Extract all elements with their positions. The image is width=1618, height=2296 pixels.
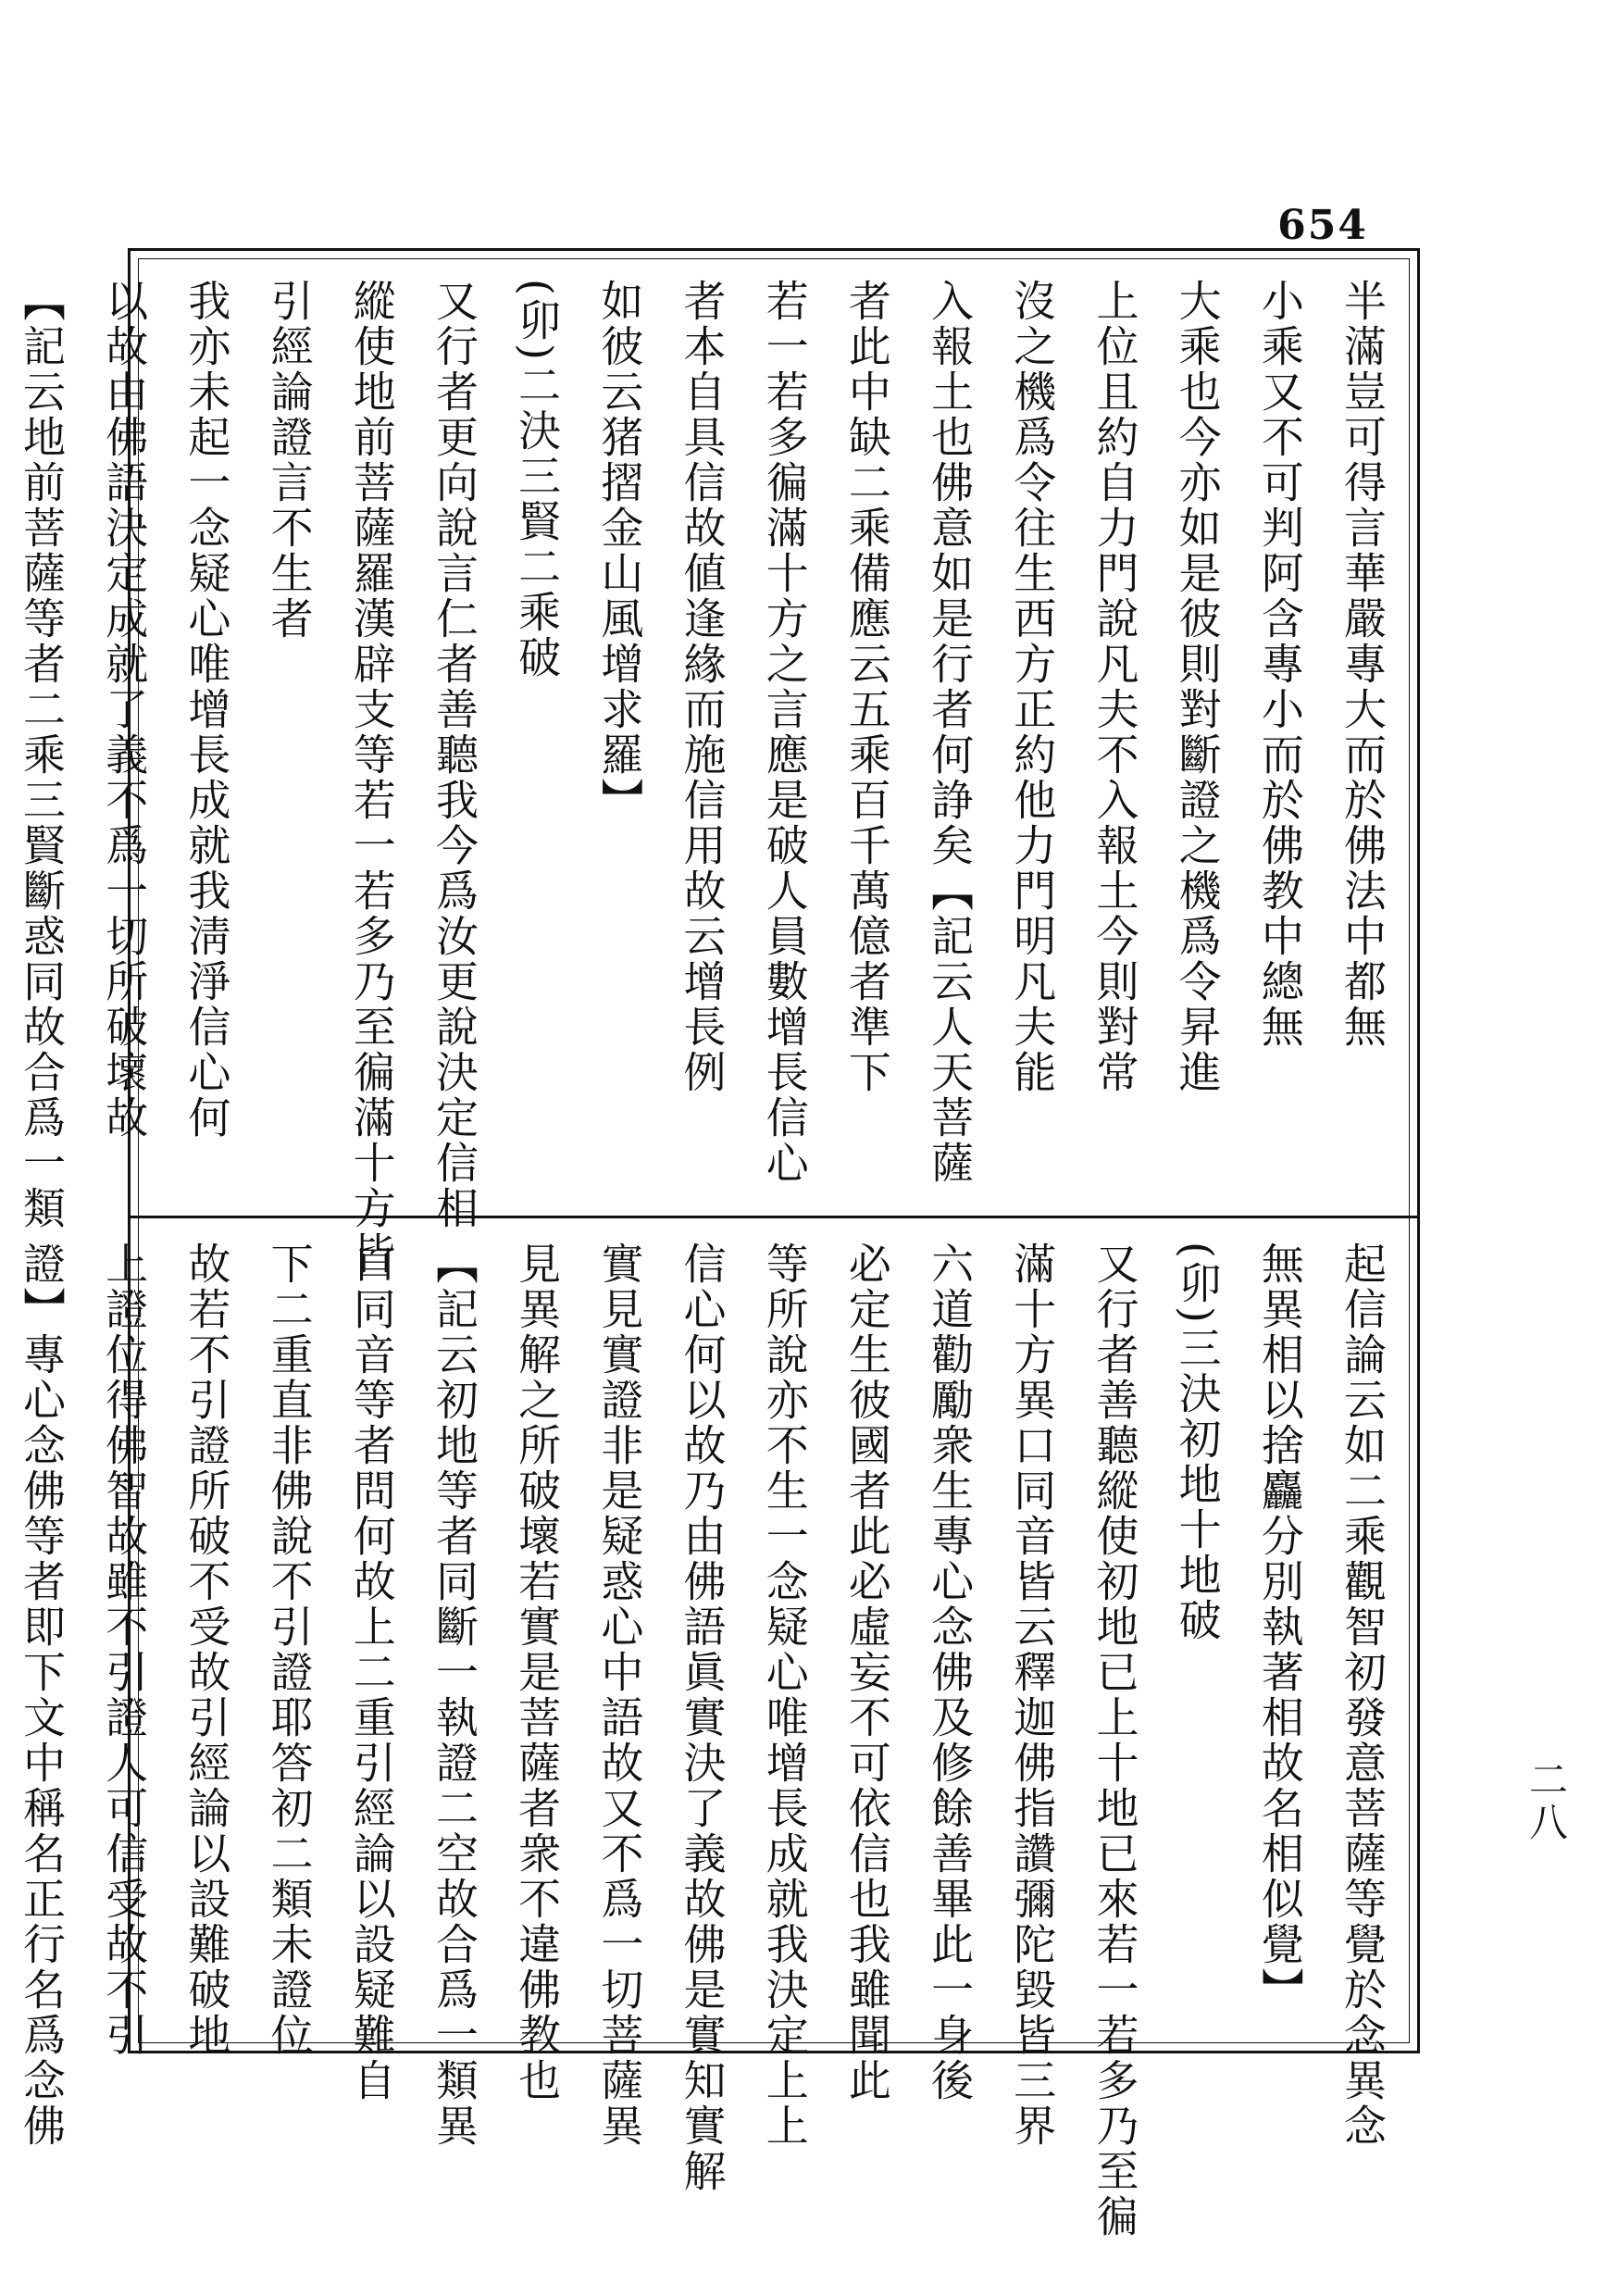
text-column: 半滿豈可得言華嚴專大而於佛法中都無 — [1338, 279, 1388, 1050]
text-column: 大乘也今亦如是彼則對斷證之機爲令昇進 — [1172, 279, 1223, 1095]
text-column: 口同音等者問何故上二重引經論以設疑難自 — [346, 1242, 397, 2103]
text-column: 小乘又不可判阿含專小而於佛教中總無 — [1254, 279, 1305, 1050]
text-column: 上位且約自力門說凡夫不入報土今則對常 — [1089, 279, 1140, 1095]
text-column: 【記云初地等者同斷一執證二空故合爲一類異 — [429, 1242, 479, 2149]
text-column: 又行者更向說言仁者善聽我今爲汝更說決定信相 — [429, 279, 479, 1231]
page-number: 654 — [1277, 202, 1368, 249]
upper-text-block — [17, 262, 1406, 1277]
text-column: 無異相以捨麤分別執著相故名相似覺】 — [1254, 1242, 1305, 2013]
text-column: 證】專心念佛等者即下文中稱名正行名爲念佛 — [17, 1242, 67, 2149]
text-column: 故若不引證所破不受故引經論以設難破地 — [181, 1242, 232, 2058]
text-column: 引經論證言不生者 — [264, 279, 315, 642]
text-column: 上證位得佛智故雖不引證人可信受故不引 — [99, 1242, 150, 2058]
text-column: 起信論云如二乘觀智初發意菩薩等覺於念異念 — [1338, 1242, 1388, 2149]
lower-text-block — [17, 1225, 1406, 2240]
text-column: 又行者善聽縱使初地已上十地已來若一若多乃至徧 — [1089, 1242, 1140, 2240]
section-heading: (卯)二決三賢二乘破 — [512, 279, 563, 680]
text-column: 滿十方異口同音皆云釋迦佛指讚彌陀毀皆三界 — [1007, 1242, 1058, 2149]
text-column: 入報土也佛意如是行者何諍矣【記云人天菩薩 — [925, 279, 976, 1186]
text-column: 必定生彼國者此必虛妄不可依信也我雖聞此 — [841, 1242, 892, 2103]
side-page-number: 二八 — [1524, 1759, 1569, 1844]
text-column: 下二重直非佛說不引證耶答初二類未證位 — [264, 1242, 315, 2058]
text-column: 實見實證非是疑惑心中語故又不爲一切菩薩異 — [594, 1242, 645, 2149]
text-column: 者此中缺二乘備應云五乘百千萬億者準下 — [841, 279, 892, 1095]
text-column: 六道勸勵衆生專心念佛及修餘善畢此一身後 — [925, 1242, 976, 2103]
text-column: 沒之機爲令往生西方正約他力門明凡夫能 — [1007, 279, 1058, 1095]
text-column: 者本自具信故値逢緣而施信用故云增長例 — [677, 279, 728, 1095]
horizontal-divider — [131, 1216, 1417, 1218]
section-heading: (卯)三決初地十地破 — [1172, 1242, 1223, 1643]
text-column: 【記云地前菩薩等者二乘三賢斷惑同故合爲一類 — [17, 279, 67, 1231]
text-column: 信心何以故乃由佛語眞實決了義故佛是實知實解 — [677, 1242, 728, 2194]
text-column: 如彼云猪摺金山風增求羅】 — [594, 279, 645, 823]
text-column: 以故由佛語決定成就了義不爲一切所破壞故 — [99, 279, 150, 1141]
text-column: 若一若多徧滿十方之言應是破人員數增長信心 — [759, 279, 810, 1186]
text-column: 等所說亦不生一念疑心唯增長成就我決定上上 — [759, 1242, 810, 2149]
text-column: 縱使地前菩薩羅漢辟支等若一若多乃至徧滿十方皆 — [346, 279, 397, 1277]
text-column: 見異解之所破壞若實是菩薩者衆不違佛教也 — [512, 1242, 563, 2103]
text-frame — [17, 248, 1420, 2240]
text-column: 我亦未起一念疑心唯增長成就我淸淨信心何 — [181, 279, 232, 1141]
